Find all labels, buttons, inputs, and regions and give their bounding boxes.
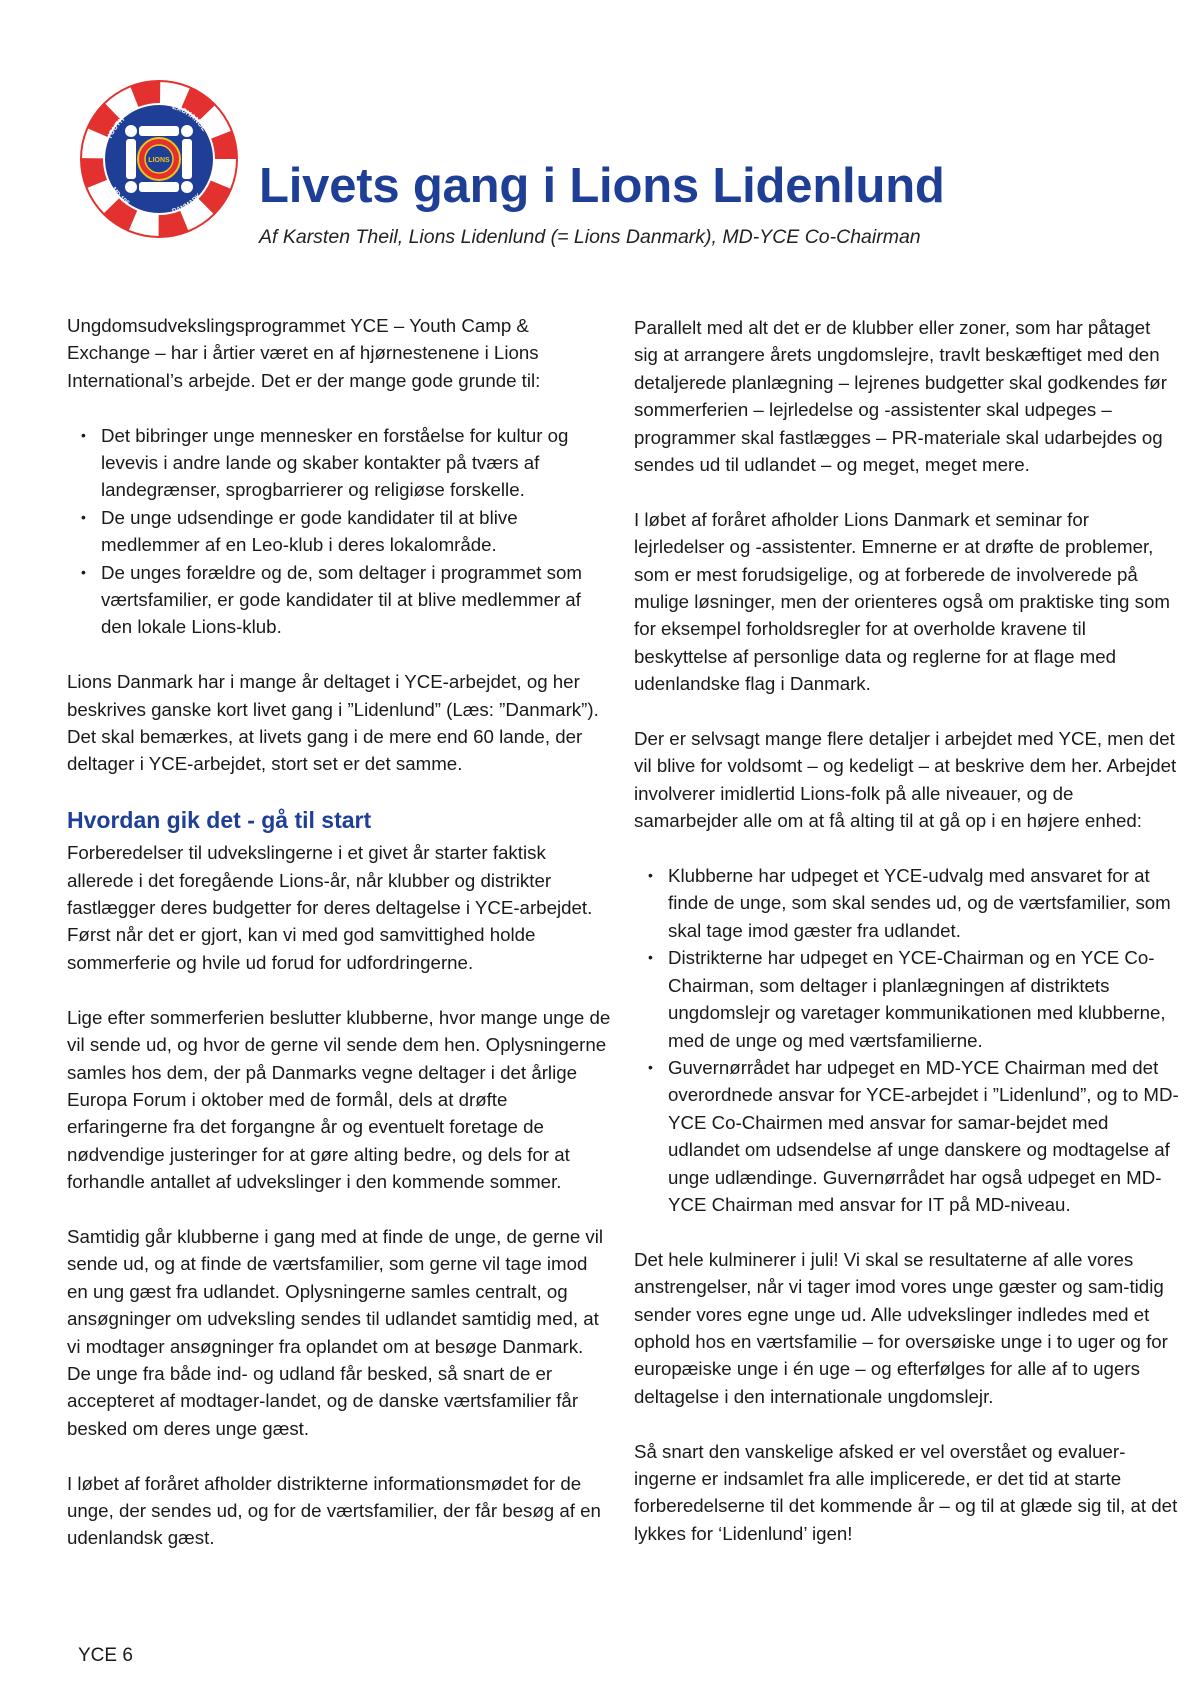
left-column	[67, 312, 612, 1579]
paragraph: Der er selvsagt mange flere detaljer i arbejdet med YCE, men det vil blive for voldsomt – og kedeligt – at beskrive dem her. Arbejdet involverer imidlertid Lions-folk på alle niveauer, og de samarbejder alle om at få alting til at gå op i en højere enhed:	[634, 728, 1177, 832]
byline: Af Karsten Theil, Lions Lidenlund (= Lions Danmark), MD-YCE Co-Chairman	[259, 226, 921, 248]
paragraph: Så snart den vanskelige afsked er vel overstået og evaluer-ingerne er indsamlet fra alle implicerede, er det tid at starte forberedelserne til det kommende år – og til at glæde sig til, at det lykkes for ‘Lidenlund’ igen!	[634, 1440, 1178, 1544]
youth-exchange-logo	[79, 79, 239, 239]
intro-paragraph: Ungdomsudvekslingsprogrammet YCE – Youth Camp & Exchange – har i årtier været en af hjørnestenene i Lions International’s arbejde. Det er der mange gode grunde til:	[67, 315, 541, 391]
logo-bottom-right-text: DANMARK	[171, 192, 203, 216]
list-item: • Distrikterne har udpeget en YCE-Chairman og en YCE Co-Chairman, som deltager i planlægningen af distriktets ungdomslejr og varetager kommunikationen med klubberne, med de unge og med værtsfamilierne.	[668, 944, 1179, 1054]
section-heading: Hvordan gik det - gå til start	[67, 807, 372, 834]
list-item: • Guvernørrådet har udpeget en MD-YCE Chairman med det overordnede ansvar for YCE-arbejdet i ”Lidenlund”, og to MD-YCE Co-Chairmen med ansvar for samar-bejdet med udlandet om udsendelse af unge danskere og modtagelse af unge udlændinge. Guvernørrådet har også udpeget en MD-YCE Chairman med ansvar for IT på MD-niveau.	[668, 1054, 1179, 1218]
paragraph: I løbet af foråret afholder Lions Danmark et seminar for lejrledelser og -assistenter. Emnerne er at drøfte de problemer, som er mest forudsigelige, og at forberede de involverede på mulige løsninger, men der orienteres også om praktiske ting som for eksempel forholdsregler for at overholde kravene til beskyttelse af personlige data og reglerne for at flage med udenlandske flag i Danmark.	[634, 508, 1170, 695]
page-title: Livets gang i Lions Lidenlund	[259, 159, 945, 213]
right-column	[634, 314, 1179, 1575]
logo-top-right-text: EXCHANGE	[171, 103, 208, 133]
list-item: • Klubberne har udpeget et YCE-udvalg med ansvaret for at finde de unge, som skal sendes ud, og de værtsfamilier, som skal tage imod gæster fra udlandet.	[668, 862, 1179, 944]
paragraph: Det hele kulminerer i juli! Vi skal se resultaterne af alle vores anstrengelser, når vi tager imod vores unge gæster og sam-tidig sender vores egne unge ud. Alle udvekslinger indledes med et ophold hos en værtsfamilie – for oversøiske unge i to uger og for europæiske unge i én uge – og efterfølges for alle af to ugers deltagelse i den internationale ungdomslejr.	[634, 1248, 1168, 1407]
paragraph: Samtidig går klubberne i gang med at finde de unge, de gerne vil sende ud, og at finde de værtsfamilier, som gerne vil tage imod en ung gæst fra udlandet. Oplysningerne samles centralt, og ansøgninger om udveksling sendes til udlandet samtidig med, at vi modtager ansøgninger fra oplandet om at besøge Danmark. De unge fra både ind- og udland får besked, så snart de er accepteret af modtager-landet, og de danske værtsfamilier får besked om deres unge gæst.	[67, 1225, 604, 1439]
paragraph: Lige efter sommerferien beslutter klubberne, hvor mange unge de vil sende ud, og hvor de gerne vil sende dem hen. Oplysningerne samles hos dem, der på Danmarks vegne deltager i det årlige Europa Forum i oktober med de formål, dels at drøfte erfaringerne fra det forgangne år og eventuelt foretage de nødvendige justeringer for at gøre alting bedre, og dels for at forhandle antallet af udvekslinger i den kommende sommer.	[67, 1006, 611, 1193]
list-item: • De unge udsendinge er gode kandidater til at blive medlemmer af en Leo-klub i deres lokalområde.	[101, 504, 612, 559]
list-item: • Det bibringer unge mennesker en forståelse for kultur og levevis i andre lande og skaber kontakter på tværs af landegrænser, sprogbarrierer og religiøse forskelle.	[101, 422, 612, 504]
paragraph: I løbet af foråret afholder distrikterne informationsmødet for de unge, der sendes ud, og for de værtsfamilier, der får besøg af en udenlandsk gæst.	[67, 1472, 601, 1549]
lions-emblem-text: LIONS	[148, 157, 170, 164]
paragraph: Forberedelser til udvekslingerne i et givet år starter faktisk allerede i det foregående Lions-år, når klubber og distrikter fastlægger deres budgetter for deres deltagelse i YCE-arbejdet. Først når det er gjort, kan vi med god samvittighed holde sommerferie og hvile ud forud for udfordringerne.	[67, 842, 593, 973]
benefits-list	[67, 422, 612, 641]
list-item: • De unges forældre og de, som deltager i programmet som værtsfamilier, er gode kandidater til at blive medlemmer af den lokale Lions-klub.	[101, 559, 612, 641]
paragraph: Parallelt med alt det er de klubber eller zoner, som har påtaget sig at arrangere årets ungdomslejre, travlt beskæftiget med den detaljerede planlægning – lejrenes budgetter skal godkendes før sommerferien – lejrledelse og -assistenter skal udpeges – programmer skal fastlægges – PR-materiale skal udarbejdes og sendes ud til udlandet – og meget, meget mere.	[634, 317, 1167, 476]
paragraph: Lions Danmark har i mange år deltaget i YCE-arbejdet, og her beskrives ganske kort livet gang i ”Lidenlund” (Læs: ”Danmark”). Det skal bemærkes, at livets gang i de mere end 60 lande, der deltager i YCE-arbejdet, stort set er det samme.	[67, 671, 599, 775]
logo-top-text: YOUTH	[106, 116, 127, 141]
logo-bottom-left-text: MD 106	[110, 186, 131, 207]
roles-list	[634, 862, 1179, 1218]
page-footer-label: YCE 6	[78, 1645, 133, 1666]
